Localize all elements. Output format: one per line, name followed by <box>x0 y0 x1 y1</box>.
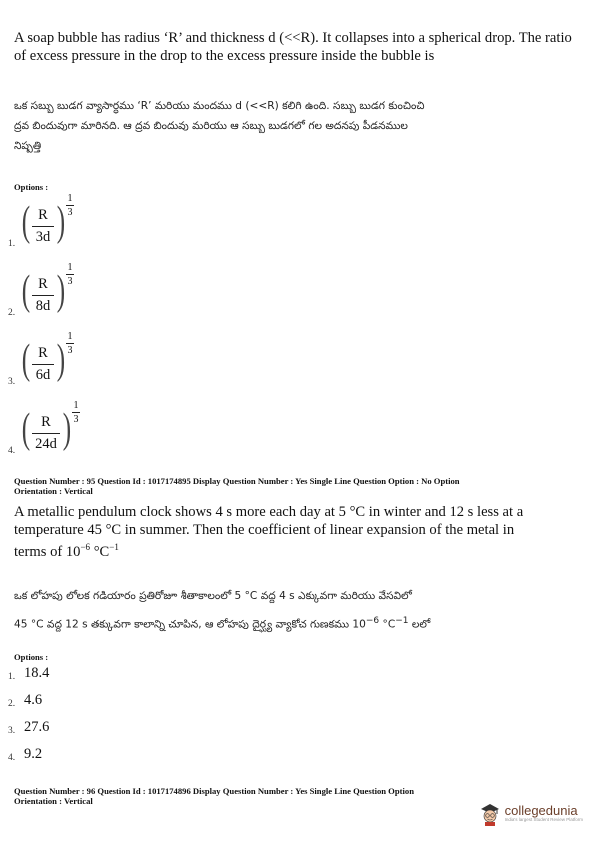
q94-telugu-line-2: ద్రవ బిందువుగా మారినది. ఆ ద్రవ బిందువు మరియు ఆ సబ్బు బుడగలో గల అదనపు పీడనముల <box>14 120 408 132</box>
exponent <box>72 400 80 425</box>
right-paren: ) <box>62 406 72 452</box>
q94-option[interactable] <box>8 264 98 324</box>
option-value: 9.2 <box>24 746 43 762</box>
q95-meta-line-1: Question Number : 95 Question Id : 1017174895 Display Question Number : Yes Single Line Question Option : No Option <box>14 476 460 486</box>
exponent-numerator: 1 <box>67 262 73 273</box>
fraction-numerator: R <box>38 207 48 223</box>
right-paren: ) <box>56 337 66 383</box>
q95-option[interactable] <box>8 692 88 714</box>
q94-telugu-line-1: ఒక సబ్బు బుడగ వ్యాసార్ధము ‘R’ మరియు మందము d (<<R) కలిగి ఉంది. సబ్బు బుడగ కుంచించి <box>14 100 425 112</box>
option-number: 2. <box>8 308 16 318</box>
fraction-numerator: R <box>38 276 48 292</box>
q95-telugu <box>14 584 581 638</box>
option-value: 4.6 <box>24 692 43 708</box>
fraction-bar <box>32 364 54 365</box>
q94-option[interactable] <box>8 333 98 393</box>
q94-options-label: Options : <box>14 182 49 192</box>
exponent-denominator: 3 <box>67 276 73 287</box>
mascot-icon <box>478 800 502 826</box>
exponent-bar <box>66 205 74 206</box>
q95-options-label: Options : <box>14 652 49 662</box>
option-value: 18.4 <box>24 665 50 681</box>
q96-meta-line-2: Orientation : Vertical <box>14 796 93 806</box>
exponent-bar <box>66 274 74 275</box>
q95-text-line-1: A metallic pendulum clock shows 4 s more each day at 5 °C in winter and 12 s less at a <box>14 504 524 520</box>
option-number: 4. <box>8 753 16 763</box>
q95-text-line-3: terms of $10^{-6}$ $^\circ C^{-1}$ <box>14 542 119 560</box>
exponent-denominator: 3 <box>73 414 79 425</box>
exponent-numerator: 1 <box>73 400 79 411</box>
exponent <box>66 262 74 287</box>
q94-text: A soap bubble has radius ‘R’ and thickness d (<<R). It collapses into a spherical drop. The ratio of excess pressure in the drop to the excess pressure inside the bubble is <box>14 30 572 64</box>
left-paren: ( <box>21 406 31 452</box>
fraction-numerator: R <box>41 414 51 430</box>
logo-tagline: India's largest Student Review Platform <box>504 816 583 822</box>
q95-text <box>14 504 581 561</box>
q94-telugu-line-3: నిష్పత్తి <box>14 140 42 152</box>
option-number: 3. <box>8 726 16 736</box>
left-paren: ( <box>21 337 31 383</box>
fraction-bar <box>32 226 54 227</box>
option-value: 27.6 <box>24 719 50 735</box>
exponent-bar <box>72 412 80 413</box>
option-number: 4. <box>8 446 16 456</box>
exponent-denominator: 3 <box>67 207 73 218</box>
exponent <box>66 193 74 218</box>
option-number: 1. <box>8 672 16 682</box>
exponent-numerator: 1 <box>67 331 73 342</box>
q95-option[interactable] <box>8 746 88 768</box>
fraction-bar <box>32 295 54 296</box>
left-paren: ( <box>21 268 31 314</box>
exponent-denominator: 3 <box>67 345 73 356</box>
right-paren: ) <box>56 199 66 245</box>
option-number: 3. <box>8 377 16 387</box>
option-number: 1. <box>8 239 16 249</box>
collegedunia-logo <box>478 800 583 826</box>
fraction-bar <box>32 433 60 434</box>
fraction-denominator: 8d <box>35 298 51 314</box>
q95-meta <box>14 476 581 496</box>
fraction-denominator: 24d <box>35 436 57 452</box>
left-paren: ( <box>21 199 31 245</box>
option-number: 2. <box>8 699 16 709</box>
fraction-denominator: 3d <box>35 229 51 245</box>
fraction-denominator: 6d <box>35 367 51 383</box>
right-paren: ) <box>56 268 66 314</box>
q94-telugu <box>14 96 581 156</box>
q95-telugu-line-2: 45 °C వద్ద 12 s తక్కువగా కాలాన్ని చూపిన, ఆ లోహపు దైర్ఘ్య వ్యాకోచ గుణకము $10^{-6}$ $^\circ C^{-1}$ లలో <box>14 616 431 631</box>
exponent-numerator: 1 <box>67 193 73 204</box>
exponent-bar <box>66 343 74 344</box>
q95-meta-line-2: Orientation : Vertical <box>14 486 93 496</box>
q95-telugu-line-1: ఒక లోహపు లోలక గడియారం ప్రతిరోజూ శీతాకాలంలో 5 °C వద్ద 4 s ఎక్కువగా మరియు వేసవిలో <box>14 590 412 602</box>
q95-option[interactable] <box>8 719 88 741</box>
q96-meta-line-1: Question Number : 96 Question Id : 1017174896 Display Question Number : Yes Single Line Question Option <box>14 786 414 796</box>
q95-text-line-2: temperature 45 °C in summer. Then the coefficient of linear expansion of the metal in <box>14 521 515 538</box>
exponent <box>66 331 74 356</box>
q94-option[interactable] <box>8 402 98 462</box>
fraction-numerator: R <box>38 345 48 361</box>
q94-option[interactable] <box>8 195 98 255</box>
q95-option[interactable] <box>8 665 88 687</box>
logo-name: collegedunia <box>504 802 578 818</box>
